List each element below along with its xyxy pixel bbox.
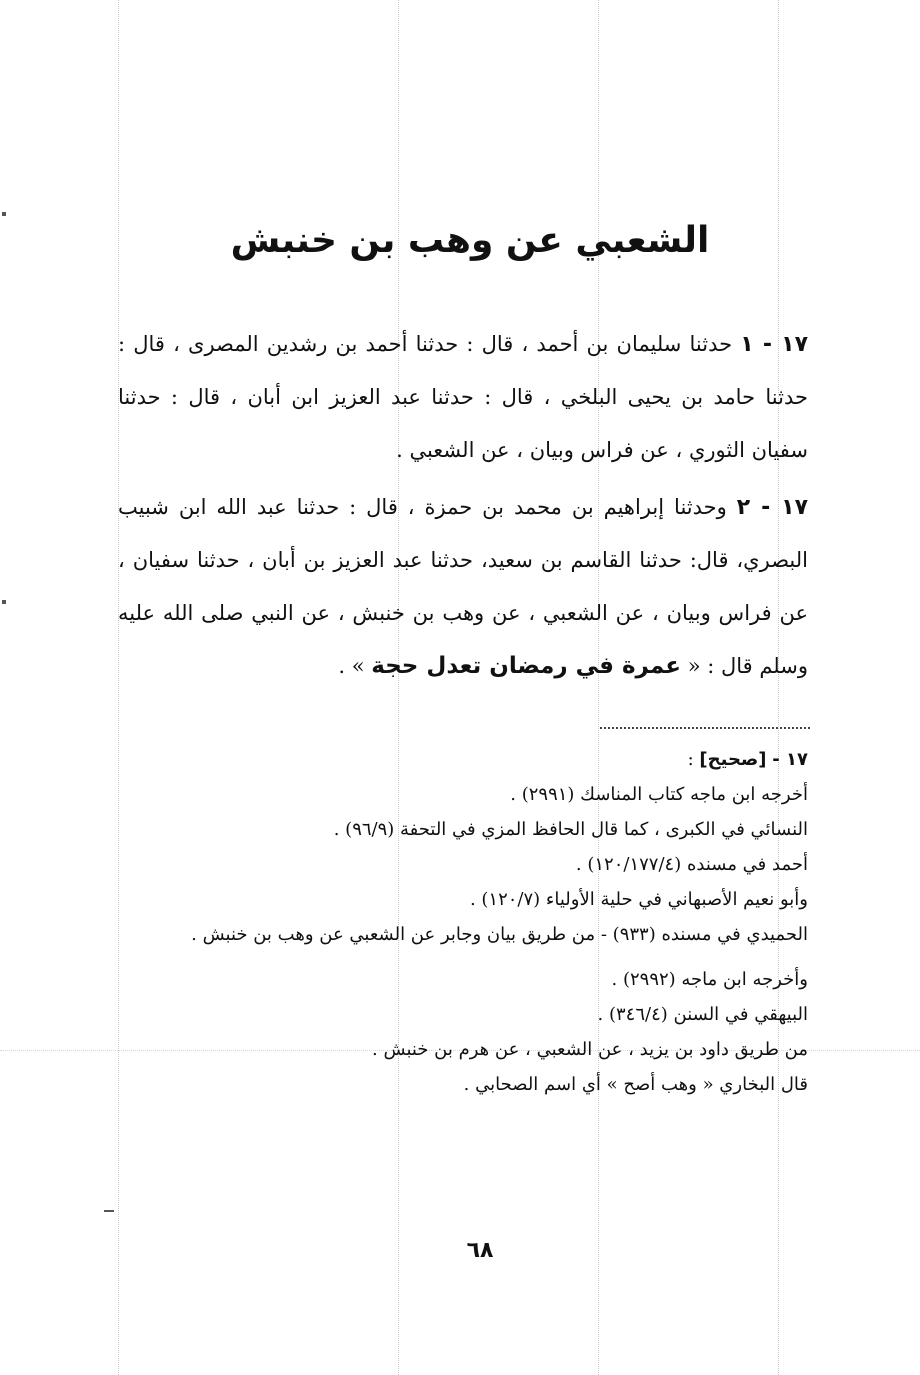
footnote-line: من طريق داود بن يزيد ، عن الشعبي ، عن هرم بن خنبش . xyxy=(372,1039,808,1060)
page-number: ٦٨ xyxy=(466,1238,494,1263)
hadith-body: حدثنا سليمان بن أحمد ، قال : حدثنا أحمد بن رشدين المصرى ، قال : حدثنا حامد بن يحيى البلخي ، قال : حدثنا عبد العزيز ابن أبان ، قال : حدثنا سفيان الثوري ، عن فراس وبيان ، عن الشعبي . xyxy=(118,332,808,462)
footnote-line: النسائي في الكبرى ، كما قال الحافظ المزي في التحفة (٩٦/٩) . xyxy=(333,819,808,840)
hadith-end: » . xyxy=(338,654,365,678)
footnote-heading xyxy=(118,742,808,777)
hadith-paragraph-1 xyxy=(118,318,808,477)
hadith-number: ١٧ - ١ xyxy=(740,332,808,357)
footnote-line: البيهقي في السنن (٣٤٦/٤) . xyxy=(597,1004,808,1025)
footnotes xyxy=(118,742,808,1102)
scan-mark xyxy=(104,1210,114,1212)
footnote-line: أحمد في مسنده (١٢٠/١٧٧/٤) . xyxy=(575,854,808,875)
grade-label: [صحيح] xyxy=(699,749,767,770)
footnote-gap xyxy=(118,952,808,962)
footnote-separator xyxy=(600,727,810,729)
footnote-line: أخرجه ابن ماجه كتاب المناسك (٢٩٩١) . xyxy=(510,784,808,805)
footnote-line: قال البخاري « وهب أصح » أي اسم الصحابي . xyxy=(463,1074,808,1095)
footnote-line: وأخرجه ابن ماجه (٢٩٩٢) . xyxy=(611,969,808,990)
footnote-colon: : xyxy=(687,749,694,770)
chapter-title: الشعبي عن وهب بن خنبش xyxy=(230,220,710,261)
scan-mark xyxy=(2,212,6,216)
footnote-number: ١٧ - xyxy=(772,749,808,770)
hadith-quote: عمرة في رمضان تعدل حجة xyxy=(371,653,681,679)
hadith-text xyxy=(118,318,808,697)
footnote-line: وأبو نعيم الأصبهاني في حلية الأولياء (١٢٠/٧) . xyxy=(469,889,808,910)
hadith-body: وحدثنا إبراهيم بن محمد بن حمزة ، قال : حدثنا عبد الله ابن شبيب البصري، قال: حدثنا القاسم بن سعيد، حدثنا عبد العزيز بن أبان ، حدثنا سفيان ، عن فراس وبيان ، عن الشعبي ، عن وهب بن خنبش ، عن النبي صلى الله عليه وسلم قال : « xyxy=(118,495,808,678)
hadith-number: ١٧ - ٢ xyxy=(736,495,809,520)
scan-mark xyxy=(2,600,6,604)
hadith-paragraph-2 xyxy=(118,481,808,693)
footnote-line: الحميدي في مسنده (٩٣٣) - من طريق بيان وجابر عن الشعبي عن وهب بن خنبش . xyxy=(191,924,808,945)
